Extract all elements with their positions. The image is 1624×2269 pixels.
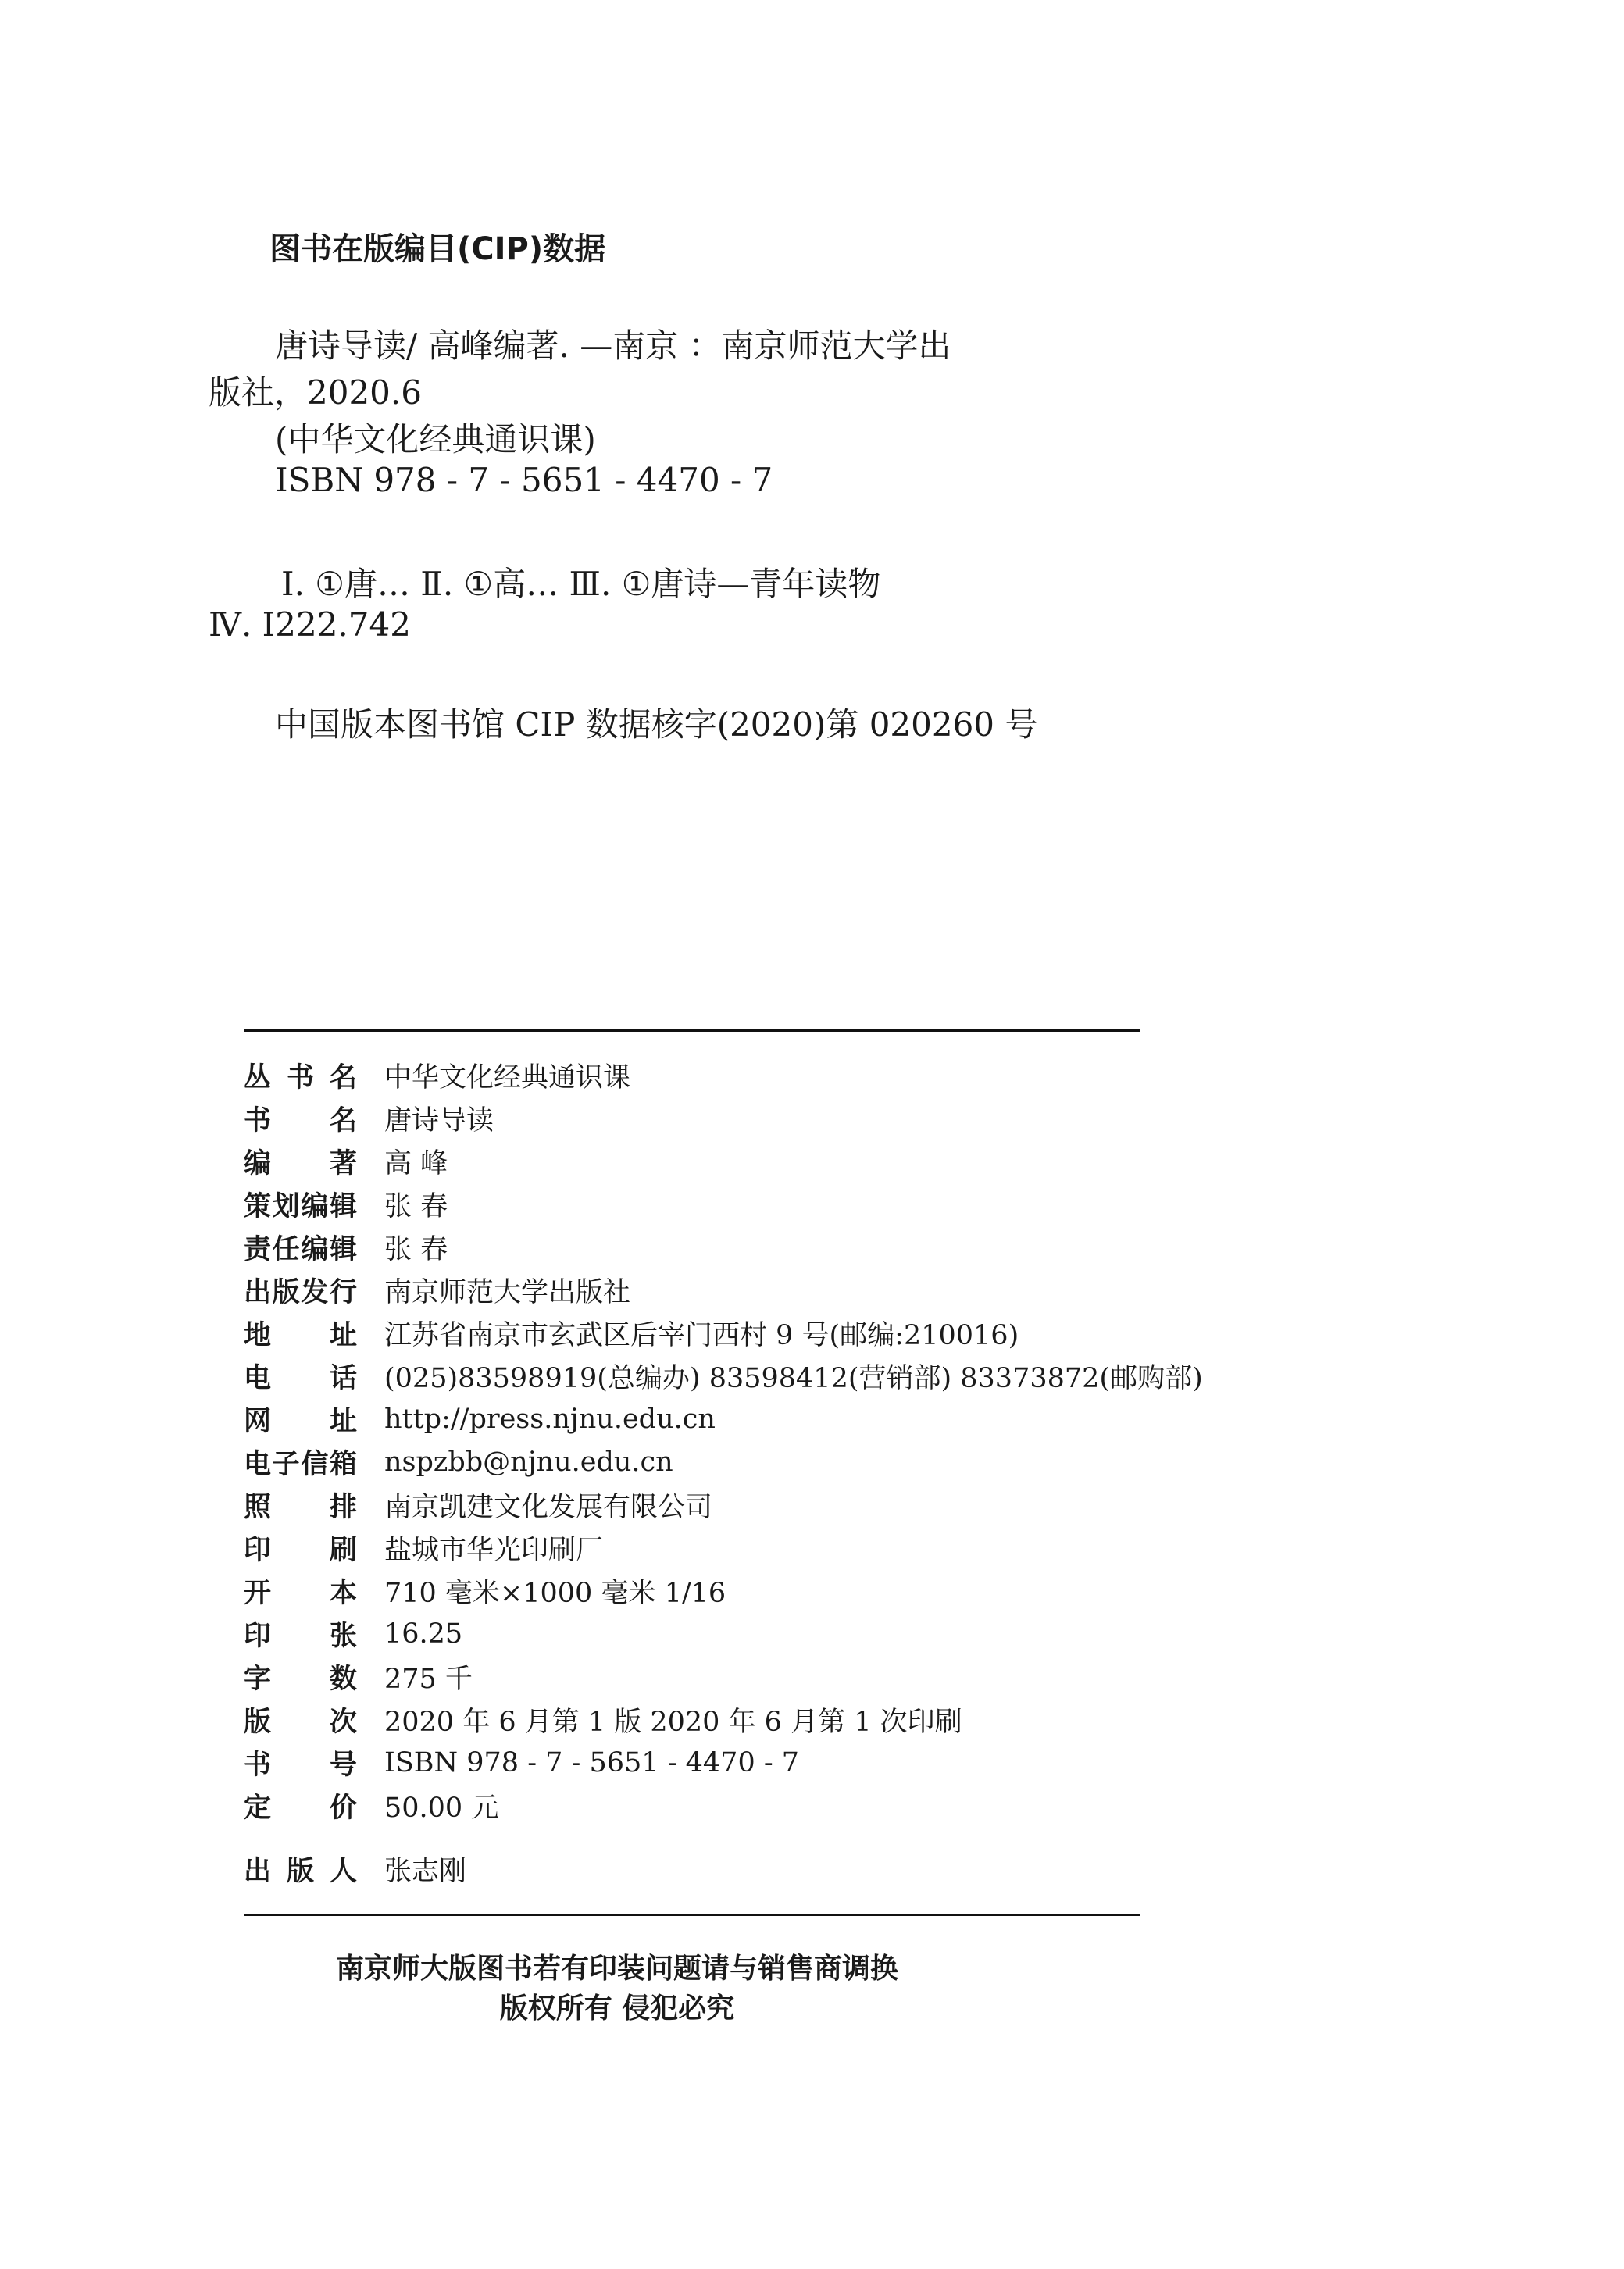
detail-row — [244, 1056, 630, 1095]
detail-label: 责 任 编 辑 — [244, 1234, 357, 1265]
detail-value: nspzbb@njnu.edu.cn — [384, 1447, 673, 1478]
detail-row — [244, 1529, 603, 1568]
detail-row — [244, 1786, 498, 1825]
detail-label: 地 址 — [244, 1320, 357, 1351]
detail-row — [244, 1572, 726, 1611]
detail-row — [244, 1314, 1019, 1353]
detail-row — [244, 1357, 1203, 1396]
detail-label: 印 刷 — [244, 1535, 357, 1566]
detail-label: 定 价 — [244, 1793, 357, 1824]
detail-row — [244, 1443, 673, 1482]
cip-line-title: 唐诗导读/ 高峰编著. —南京 ：南京师范大学出 — [275, 326, 951, 365]
top-rule — [244, 1029, 1140, 1032]
detail-value: 南京师范大学出版社 — [384, 1277, 631, 1308]
detail-label: 丛 书 名 — [244, 1062, 357, 1093]
detail-value: 张 春 — [384, 1234, 448, 1265]
detail-label: 书 号 — [244, 1750, 357, 1781]
detail-label: 电 话 — [244, 1363, 357, 1394]
cip-line-isbn: ISBN 978 - 7 - 5651 - 4470 - 7 — [275, 461, 773, 499]
detail-value: 南京凯建文化发展有限公司 — [384, 1492, 713, 1523]
detail-value: http://press.njnu.edu.cn — [384, 1404, 716, 1435]
detail-label: 编 著 — [244, 1148, 357, 1179]
detail-value: 275 千 — [384, 1664, 473, 1695]
footer-notice: 南京师大版图书若有印装问题请与销售商调换 — [335, 1953, 898, 1985]
publisher-value: 张志刚 — [384, 1856, 467, 1887]
detail-value: 710 毫米×1000 毫米 1/16 — [384, 1578, 726, 1609]
detail-label: 电 子 信 箱 — [244, 1449, 357, 1480]
cip-line-verification: 中国版本图书馆 CIP 数据核字(2020)第 020260 号 — [275, 705, 1038, 744]
detail-label: 书 名 — [244, 1105, 357, 1136]
detail-label: 版 次 — [244, 1707, 357, 1738]
cip-title: 图书在版编目(CIP)数据 — [269, 231, 606, 267]
detail-row — [244, 1185, 448, 1224]
detail-label: 出 版 发 行 — [244, 1277, 357, 1308]
cip-line-classification: Ⅰ. ①唐… Ⅱ. ①高… Ⅲ. ①唐诗—青年读物 — [281, 565, 881, 603]
detail-row — [244, 1271, 630, 1310]
detail-row — [244, 1743, 799, 1782]
detail-value: 16.25 — [384, 1618, 463, 1650]
publisher-label: 出 版 人 — [244, 1856, 357, 1887]
detail-value: 2020 年 6 月第 1 版 2020 年 6 月第 1 次印刷 — [384, 1707, 962, 1738]
detail-value: 50.00 元 — [384, 1793, 499, 1824]
detail-value: 张 春 — [384, 1191, 448, 1222]
detail-row — [244, 1099, 494, 1138]
detail-value: 唐诗导读 — [384, 1105, 494, 1136]
detail-label: 字 数 — [244, 1664, 357, 1695]
bottom-rule — [244, 1914, 1140, 1916]
footer-copyright: 版权所有 侵犯必究 — [499, 1993, 735, 2025]
detail-label: 策 划 编 辑 — [244, 1191, 357, 1222]
detail-label: 网 址 — [244, 1406, 357, 1437]
detail-label: 印 张 — [244, 1621, 357, 1652]
publisher-row — [244, 1850, 466, 1889]
cip-line-publisher: 版社，2020.6 — [209, 373, 422, 412]
detail-value: 中华文化经典通识课 — [384, 1062, 631, 1093]
detail-row — [244, 1486, 712, 1525]
cip-line-class-number: Ⅳ. I222.742 — [209, 605, 411, 644]
detail-label: 照 排 — [244, 1492, 357, 1523]
cip-line-series: (中华文化经典通识课) — [275, 420, 596, 458]
detail-row — [244, 1657, 473, 1696]
detail-value: ISBN 978 - 7 - 5651 - 4470 - 7 — [384, 1747, 800, 1778]
detail-row — [244, 1142, 448, 1181]
detail-row — [244, 1228, 448, 1267]
detail-value: 高 峰 — [384, 1148, 448, 1179]
detail-value: (025)83598919(总编办) 83598412(营销部) 83373872(邮购部) — [384, 1363, 1203, 1394]
detail-label: 开 本 — [244, 1578, 357, 1609]
detail-value: 江苏省南京市玄武区后宰门西村 9 号(邮编:210016) — [384, 1320, 1019, 1351]
detail-row — [244, 1400, 716, 1439]
detail-row — [244, 1700, 962, 1739]
detail-row — [244, 1614, 462, 1654]
detail-value: 盐城市华光印刷厂 — [384, 1535, 604, 1566]
